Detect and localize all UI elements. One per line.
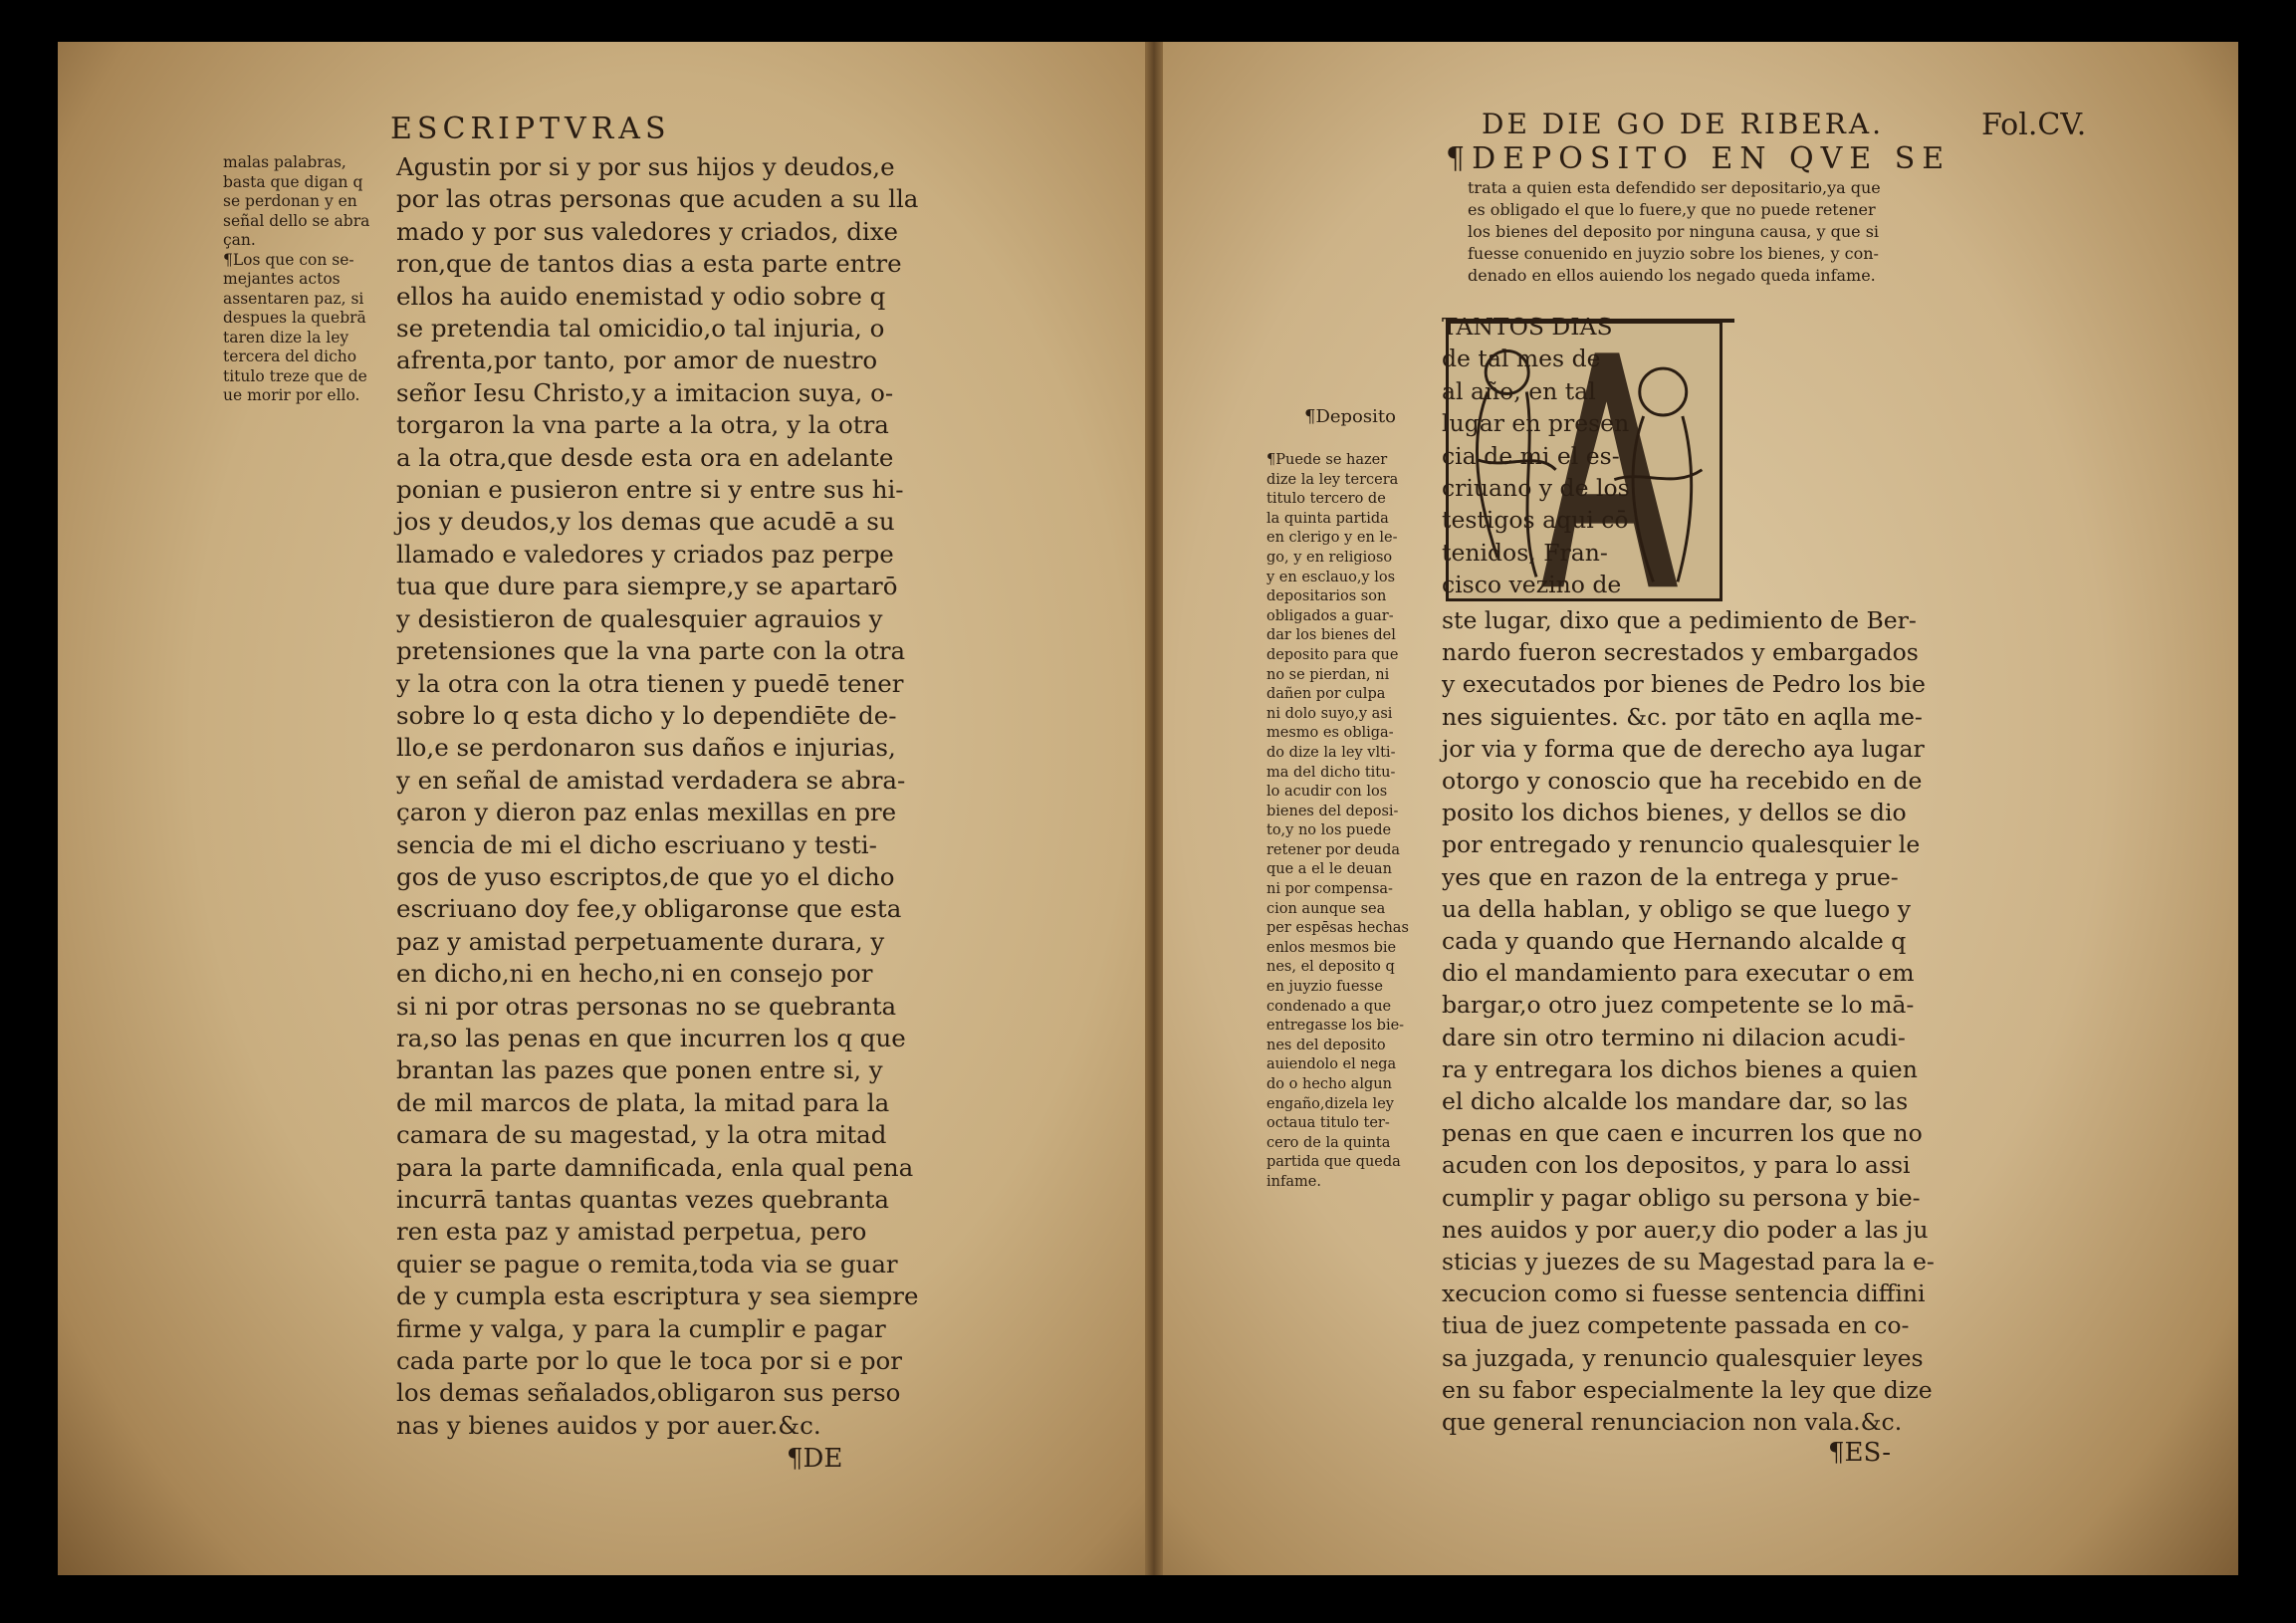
section-title: ¶DEPOSITO EN QVE SE xyxy=(1446,141,1952,176)
section-summary: trata a quien esta defendido ser depositario,ya que es obligado el que lo fuere,y que no puede retener los bienes del deposito por ninguna causa, y que si fuesse conuenido en juyzio sobre los bienes, y con- denado en ellos auiendo los negado queda infame. xyxy=(1468,178,1881,285)
right-catchword: ¶ES- xyxy=(1828,1438,1892,1468)
right-margin-note: ¶Puede se hazer dize la ley tercera titulo tercero de la quinta partida en clerigo y en le- go, y en religioso y en esclauo,y los depositarios son obligados a guar- dar los bienes del deposito para que no se pierdan, ni dañen por culpa ni dolo suyo,y asi mesmo es obliga- do dize la ley vlti- ma del dicho titu- lo acudir con los bienes del deposi- to,y no los puede retener por deuda que a el le deuan ni por compensa- cion aunque sea per espēsas hechas enlos mesmos bie nes, el deposito q en juyzio fuesse condenado a que entregasse los bie- nes del deposito auiendolo el nega do o hecho algun engaño,dizela ley octaua titulo ter- cero de la quinta partida que queda infame. xyxy=(1266,452,1409,1190)
left-catchword: ¶DE xyxy=(787,1444,843,1474)
folio-number: Fol.CV. xyxy=(1981,108,2087,142)
right-margin-note-title: ¶Deposito xyxy=(1304,406,1396,427)
left-margin-note: malas palabras, basta que digan q se perdonan y en señal dello se abra çan. ¶Los que con se- mejantes actos assentaren paz, si despues la quebrā taren dize la ley tercera del dicho titulo treze que de ue morir por ello. xyxy=(223,153,370,404)
right-body-text: ste lugar, dixo que a pedimiento de Ber- nardo fueron secrestados y embargados y executados por bienes de Pedro los bie nes siguientes. &c. por tāto en aqlla me- jor via y forma que de derecho aya lugar otorgo y conoscio que ha recebido en de posito los dichos bienes, y dellos se dio por entregado y renuncio qualesquier le yes que en razon de la entrega y prue- ua della hablan, y obligo se que luego y cada y quando que Hernando alcalde q dio el mandamiento para executar o em bargar,o otro juez competente se lo mā- dare sin otro termino ni dilacion acudi- ra y entregara los dichos bienes a quien el dicho alcalde los mandare dar, so las penas en que caen e incurren los que no acuden con los depositos, y para lo assi cumplir y pagar obligo su persona y bie- nes auidos y por auer,y dio poder a las ju sticias y juezes de su Magestad para la e- xecucion como si fuesse sentencia diffini tiua de juez competente passada en co- sa juzgada, y renuncio qualesquier leyes en su fabor especialmente la ley que dize que general renunciacion non vala.&c. xyxy=(1442,606,1935,1437)
left-body-text: Agustin por si y por sus hijos y deudos,e por las otras personas que acuden a su lla mado y por sus valedores y criados, dixe ron,que de tantos dias a esta parte entre ellos ha auido enemistad y odio sobre q se pretendia tal omicidio,o tal injuria, o afrenta,por tanto, por amor de nuestro señor Iesu Christo,y a imitacion suya, o- torgaron la vna parte a la otra, y la otra a la otra,que desde esta ora en adelante ponian e pusieron entre si y entre sus hi- jos y deudos,y los demas que acudē a su llamado e valedores y criados paz perpe tua que dure para siempre,y se apartarō y desistieron de qualesquier agrauios y pretensiones que la vna parte con la otra y la otra con la otra tienen y puedē tener sobre lo q esta dicho y lo dependiēte de- llo,e se perdonaron sus daños e injurias, y en señal de amistad verdadera se abra- çaron y dieron paz enlas mexillas en pre sencia de mi el dicho escriuano y testi- gos de yuso escriptos,de que yo el dicho escriuano doy fee,y obligaronse que esta paz y amistad perpetuamente durara, y en dicho,ni en hecho,ni en consejo por si ni por otras personas no se quebranta ra,so las penas en que incurren los q que brantan las pazes que ponen entre si, y de mil marcos de plata, la mitad para la camara de su magestad, y la otra mitad para la parte damnificada, enla qual pena incurrā tantas quantas vezes quebranta ren esta paz y amistad perpetua, pero quier se pague o remita,toda via se guar de y cumpla esta escriptura y sea siempre firme y valga, y para la cumplir e pagar cada parte por lo que le toca por si e por los demas señalados,obligaron sus perso nas y bienes auidos y por auer.&c. xyxy=(396,152,919,1440)
left-running-header: ESCRIPTVRAS xyxy=(390,112,671,146)
right-body-text-beside-initial: TANTOS DIAS de tal mes de al año, en tal lugar en presen cia de mi el es- criuano y de los testigos aqui cō tenidos, Fran- cisco vezino de xyxy=(1442,313,1630,599)
right-running-header: DE DIE GO DE RIBERA. xyxy=(1482,108,1885,140)
book-gutter xyxy=(1145,42,1163,1575)
